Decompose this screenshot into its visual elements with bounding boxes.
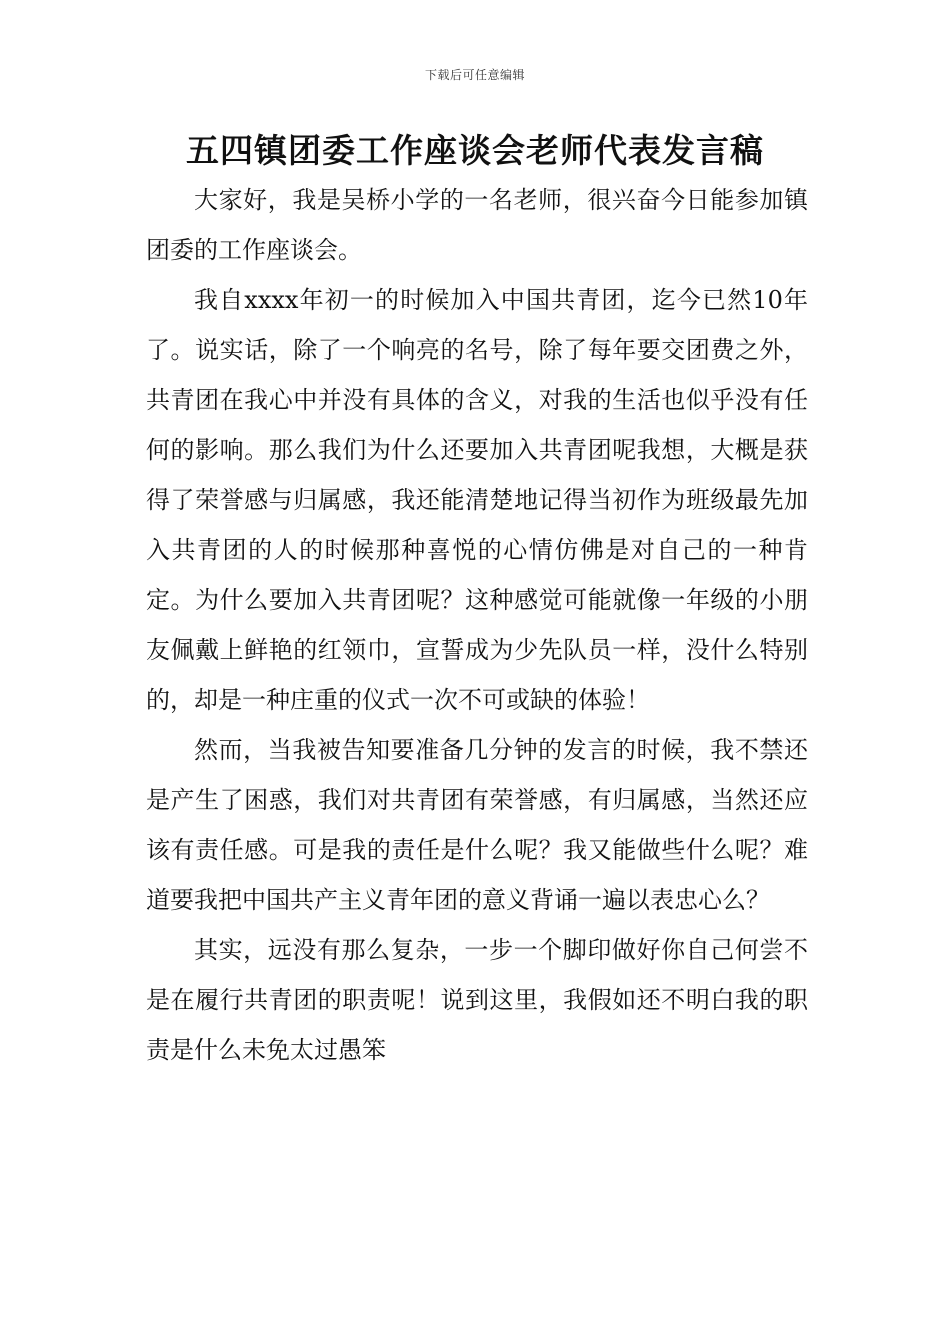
paragraph-2: 我自xxxx年初一的时候加入中国共青团，迄今已然10年了。说实话，除了一个响亮的名号，除了每年要交团费之外，共青团在我心中并没有具体的含义，对我的生活也似乎没有任何的影响。那么我们为什么还要加入共青团呢我想，大概是获得了荣誉感与归属感，我还能清楚地记得当初作为班级最先加入共青团的人的时候那种喜悦的心情仿佛是对自己的一种肯定。为什么要加入共青团呢？这种感觉可能就像一年级的小朋友佩戴上鲜艳的红领巾，宣誓成为少先队员一样，没什么特别的，却是一种庄重的仪式一次不可或缺的体验！ xyxy=(146,286,808,714)
document-body xyxy=(146,175,808,1075)
paragraph-1: 大家好，我是吴桥小学的一名老师，很兴奋今日能参加镇团委的工作座谈会。 xyxy=(146,186,808,264)
paragraph-3: 然而，当我被告知要准备几分钟的发言的时候，我不禁还是产生了困惑，我们对共青团有荣誉感，有归属感，当然还应该有责任感。可是我的责任是什么呢？我又能做些什么呢？难道要我把中国共产主义青年团的意义背诵一遍以表忠心么？ xyxy=(146,736,808,914)
document-title: 五四镇团委工作座谈会老师代表发言稿 xyxy=(186,131,764,170)
paragraph-4: 其实，远没有那么复杂，一步一个脚印做好你自己何尝不是在履行共青团的职责呢！说到这里，我假如还不明白我的职责是什么未免太过愚笨 xyxy=(146,936,808,1064)
header-note: 下载后可任意编辑 xyxy=(424,68,525,82)
